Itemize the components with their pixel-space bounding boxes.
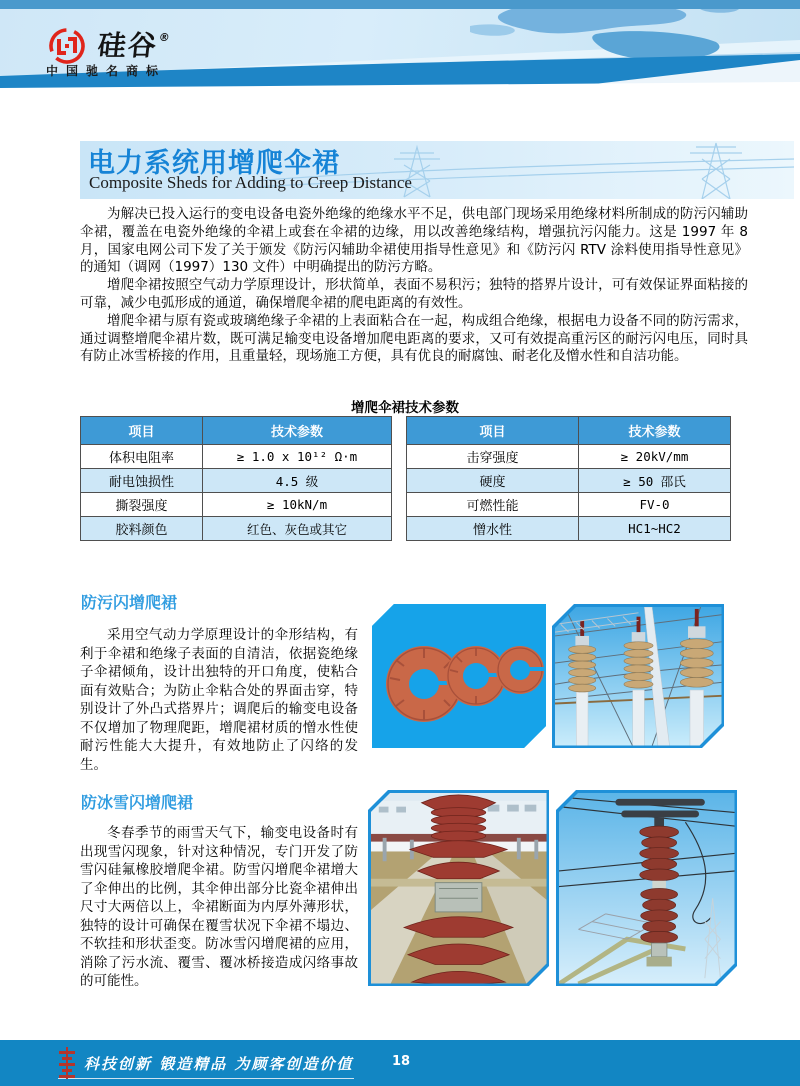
cell-item: 憎水性 (407, 517, 579, 541)
cell-value: ≥ 1.0 x 10¹² Ω·m (203, 445, 392, 469)
cell-item: 体积电阻率 (81, 445, 203, 469)
substation-illustration (555, 607, 722, 746)
column-header-value: 技术参数 (579, 417, 731, 445)
table-row (407, 517, 731, 541)
photo-inner (559, 793, 735, 984)
section-heading-anti-pollution: 防污闪增爬裙 (81, 593, 178, 612)
substation-insulators-photo (552, 604, 724, 748)
cell-value: HC1~HC2 (579, 517, 731, 541)
cell-item: 撕裂强度 (81, 493, 203, 517)
cell-value: ≥ 10kN/m (203, 493, 392, 517)
cell-item: 可燃性能 (407, 493, 579, 517)
column-header-item: 项目 (81, 417, 203, 445)
table-row (407, 445, 731, 469)
page-header (0, 0, 800, 88)
cell-item: 击穿强度 (407, 445, 579, 469)
intro-paragraph: 增爬伞裙与原有瓷或玻璃绝缘子伞裙的上表面粘合在一起，构成组合绝缘，根据电力设备不同的防污需求，通过调整增爬伞裙片数，既可满足输变电设备增加爬电距离的要求，又可有效提高重污区的耐污闪电压，同时具有防止冰雪桥接的作用，且重量轻，现场施工方便，具有优良的耐腐蚀、耐老化及憎水性和自洁功能。 (80, 312, 748, 365)
brand-name: 硅谷® (96, 29, 173, 62)
table-header-row (407, 417, 731, 445)
rings-illustration (372, 604, 546, 748)
page-title-en: Composite Sheds for Adding to Creep Distance (89, 173, 412, 192)
snow-shed-closeup-illustration (371, 793, 547, 984)
cell-item: 耐电蚀损性 (81, 469, 203, 493)
snow-shed-sky-illustration (559, 793, 735, 984)
intro-section (80, 206, 748, 366)
photo-inner (555, 607, 722, 746)
spec-table-left (80, 416, 392, 541)
cell-value: FV-0 (579, 493, 731, 517)
snow-shed-closeup-photo (368, 790, 549, 986)
table-row (81, 517, 392, 541)
column-header-item: 项目 (407, 417, 579, 445)
table-row (407, 493, 731, 517)
cell-value: ≥ 20kV/mm (579, 445, 731, 469)
snow-shed-sky-photo (556, 790, 737, 986)
cell-value: 红色、灰色或其它 (203, 517, 392, 541)
column-header-value: 技术参数 (203, 417, 392, 445)
spec-table-right (406, 416, 731, 541)
creep-shed-rings-photo (372, 604, 546, 748)
section-body-anti-pollution: 采用空气动力学原理设计的伞形结构，有利于伞裙和绝缘子表面的自清洁，依据瓷绝缘子伞裙倾角，设计出独特的开口角度，使粘合面有效贴合；为防止伞粘合处的界面击穿，特别设计了外凸式搭界片；调爬后的输变电设备不仅增加了物理爬距，增爬裙材质的憎水性使耐污性能大大提升，有效地防止了闪络的发生。 (80, 627, 358, 773)
table-row (81, 469, 392, 493)
table-row (81, 493, 392, 517)
brand-tagline: 中国驰名商标 (46, 64, 167, 78)
page-footer (0, 1040, 800, 1086)
header-top-strip (0, 0, 800, 9)
table-row (81, 445, 392, 469)
intro-paragraph: 增爬伞裙按照空气动力学原理设计，形状简单，表面不易积污；独特的搭界片设计，可有效保证界面粘接的可靠，减少电弧形成的通道，确保增爬伞裙的爬电距离的有效性。 (80, 277, 748, 311)
cell-item: 胶料颜色 (81, 517, 203, 541)
page-number: 18 (392, 1054, 411, 1069)
section-heading-anti-ice-snow: 防冰雪闪增爬裙 (81, 793, 194, 812)
spec-table-title: 增爬伞裙技术参数 (351, 400, 459, 416)
registered-mark: ® (158, 31, 173, 44)
footer-insulator-icon (58, 1047, 76, 1079)
rings-photo-frame (372, 604, 546, 748)
cell-value: ≥ 50 邵氏 (579, 469, 731, 493)
cell-value: 4.5 级 (203, 469, 392, 493)
title-banner (80, 141, 794, 199)
footer-slogan: 科技创新 锻造精品 为顾客创造价值 (84, 1055, 354, 1073)
table-header-row (81, 417, 392, 445)
cell-item: 硬度 (407, 469, 579, 493)
page-title-zh: 电力系统用增爬伞裙 (88, 148, 340, 179)
footer-slogan-block (58, 1047, 354, 1079)
table-row (407, 469, 731, 493)
section-body-anti-ice-snow: 冬春季节的雨雪天气下，输变电设备时有出现雪闪现象，针对这种情况，专门开发了防雪闪硅氟橡胶增爬伞裙。防雪闪增爬伞裙增大了伞伸出的比例，其伞伸出部分比瓷伞裙伸出尺寸大两倍以上，伞裙断面为内厚外薄形状，独特的设计可确保在覆雪状况下伞裙不塌边、不软挂和形状歪变。防冰雪闪增爬裙的应用，消除了污水流、覆雪、覆冰桥接造成闪络事故的可能性。 (80, 825, 358, 989)
photo-inner (371, 793, 547, 984)
intro-paragraph: 为解决已投入运行的变电设备电瓷外绝缘的绝缘水平不足，供电部门现场采用绝缘材料所制成的防污闪辅助伞裙，覆盖在电瓷外绝缘的伞裙上或套在伞裙的边缘，用以改善绝缘结构，增强抗污闪能力。这是 1997 年 8 月，国家电网公司下发了关于颁发《防污闪辅助伞裙使用指导性意见》和《防污闪 RTV 涂料使用指导性意见》的通知（调网（1997）130 文件）中明确提出的防污方略。 (80, 206, 748, 276)
